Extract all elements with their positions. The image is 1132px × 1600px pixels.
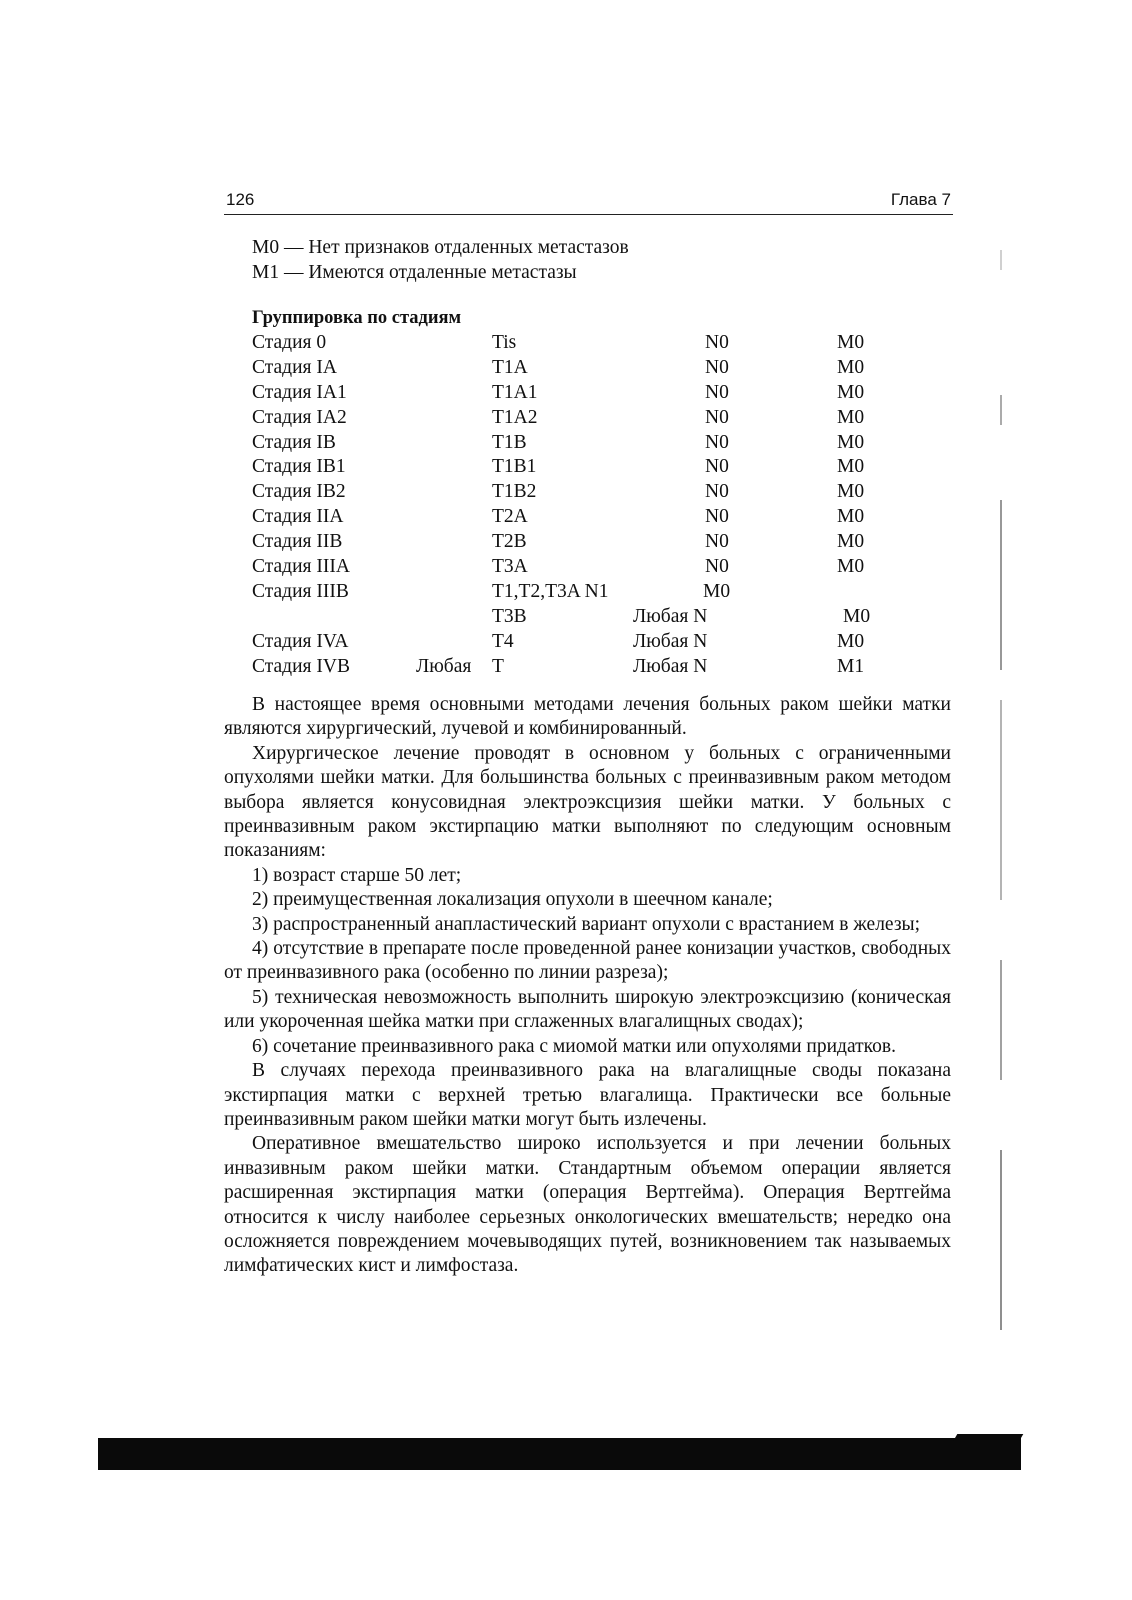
- stage-row: [0, 407, 1132, 432]
- stage-row: [0, 556, 1132, 581]
- t-category: T2B: [492, 531, 527, 553]
- scan-edge-mark: [1000, 700, 1002, 900]
- m-category: M0: [703, 580, 731, 602]
- running-header: [224, 188, 953, 215]
- stage-row: [0, 506, 1132, 531]
- t-category: T1B1: [492, 456, 537, 478]
- stage-row: [0, 432, 1132, 457]
- body-text: [224, 693, 951, 1279]
- scan-edge-mark: [1000, 250, 1002, 270]
- m-category: M0: [837, 332, 865, 353]
- stage-name: Стадия IB: [252, 431, 336, 453]
- scan-edge-mark: [1000, 500, 1002, 670]
- stage-name: Стадия IB2: [252, 481, 346, 503]
- chapter-title: Глава 7: [890, 190, 951, 209]
- stage-name: Стадия IB1: [252, 456, 346, 478]
- stage-name: Стадия 0: [252, 332, 327, 353]
- stage-name: Стадия IIA: [252, 506, 344, 528]
- m-category: M1: [837, 655, 865, 677]
- t-category: T4: [492, 630, 514, 652]
- stage-row: [0, 332, 1132, 357]
- scan-shadow-bar: [98, 1438, 1021, 1470]
- list-item: 2) преимущественная локализация опухоли в шеечном канале;: [252, 889, 773, 911]
- m-category: M0: [837, 531, 865, 553]
- stage-name: Стадия IIIB: [252, 580, 349, 602]
- stage-row: [0, 456, 1132, 481]
- scan-shadow-notch: [953, 1434, 1024, 1442]
- list-item: 6) сочетание преинвазивного рака с миомой матки или опухолями придатков.: [252, 1035, 896, 1057]
- stage-name: Стадия IIIA: [252, 556, 350, 578]
- list-item: 5) техническая невозможность выполнить широкую электроэксцизию (коническая или укороченная шейка матки при сглаженных влагалищных сводах);: [224, 986, 951, 1033]
- n-category: N0: [705, 381, 729, 403]
- n-category: N0: [705, 481, 729, 503]
- n-category: Любая N: [633, 630, 708, 652]
- stage-row: [0, 606, 1132, 631]
- t-category: T3B: [492, 605, 527, 627]
- t-prefix: Любая: [416, 655, 472, 677]
- stage-row: [0, 481, 1132, 506]
- n-category: N0: [705, 431, 729, 453]
- m-category: M0: [837, 381, 865, 403]
- n-category: N0: [705, 506, 729, 528]
- scan-edge-mark: [1000, 960, 1002, 1080]
- n-category: Любая N: [633, 655, 708, 677]
- t-category: T1A2: [492, 406, 538, 428]
- t-category: T2A: [492, 506, 528, 528]
- t-category: T1A: [492, 356, 528, 378]
- t-category: Tis: [492, 332, 517, 353]
- paragraph: Оперативное вмешательство широко используется и при лечении больных инвазивным раком шейки матки. Стандартным объемом операции является расширенная экстирпация матки (операция Вертгейма). Операция Вертгейма относится к числу наиболее серьезных онкологических вмешательств; нередко она осложняется повреждением мочевыводящих путей, возникновением так называемых лимфатических кист и лимфостаза.: [224, 1133, 951, 1277]
- n-category: Любая N: [633, 605, 708, 627]
- m-category: M0: [837, 406, 865, 428]
- paragraph: В настоящее время основными методами лечения больных раком шейки матки являются хирургический, лучевой и комбинированный.: [224, 694, 951, 740]
- stage-row: [0, 382, 1132, 407]
- m1-definition: M1 — Имеются отдаленные метастазы: [252, 262, 577, 283]
- stage-name: Стадия IA: [252, 356, 337, 378]
- stage-row: [0, 631, 1132, 656]
- t-category: T1A1: [492, 381, 538, 403]
- m-category: M0: [837, 506, 865, 528]
- paragraph: Хирургическое лечение проводят в основном у больных с ограниченными опухолями шейки матки. Для большинства больных с преинвазивным раком методом выбора является конусовидная электроэксцизия шейки матки. У больных с преинвазивным раком экстирпацию матки выполняют по следующим основным показаниям:: [224, 742, 951, 862]
- stage-name: Стадия IA2: [252, 406, 347, 428]
- n-category: N0: [705, 456, 729, 478]
- stage-name: Стадия IVB: [252, 655, 350, 677]
- n-category: N0: [705, 531, 729, 553]
- m-category: M0: [837, 356, 865, 378]
- n-category: N0: [705, 406, 729, 428]
- t-category: T3A: [492, 556, 528, 578]
- t-category: T1B: [492, 431, 527, 453]
- m-category: M0: [837, 556, 865, 578]
- stage-row: [0, 656, 1132, 681]
- n-category: N0: [705, 556, 729, 578]
- scan-edge-mark: [1000, 1150, 1002, 1330]
- m-category: M0: [837, 431, 865, 453]
- t-category: T: [492, 655, 504, 677]
- metastasis-definitions: [252, 235, 629, 285]
- m-category: M0: [837, 630, 865, 652]
- t-category: T1,T2,T3A N1: [492, 580, 609, 602]
- m0-definition: M0 — Нет признаков отдаленных метастазов: [252, 237, 629, 258]
- staging-title: Группировка по стадиям: [252, 308, 462, 328]
- paragraph: В случаях перехода преинвазивного рака на влагалищные своды показана экстирпация матки с верхней третью влагалища. Практически все больные преинвазивным раком шейки матки могут быть излечены.: [224, 1060, 951, 1130]
- stage-name: Стадия IVA: [252, 630, 349, 652]
- m-category: M0: [837, 481, 865, 503]
- stage-row: [0, 357, 1132, 382]
- t-category: T1B2: [492, 481, 537, 503]
- stage-name: Стадия IIB: [252, 531, 343, 553]
- list-item: 1) возраст старше 50 лет;: [252, 864, 462, 886]
- stage-row: [0, 531, 1132, 556]
- stage-name: Стадия IA1: [252, 381, 347, 403]
- staging-table: [0, 332, 1132, 680]
- m-category: M0: [837, 456, 865, 478]
- n-category: N0: [705, 332, 729, 353]
- stage-row: [0, 581, 1132, 606]
- list-item: 3) распространенный анапластический вариант опухоли с врастанием в железы;: [252, 913, 921, 935]
- m-category: M0: [843, 605, 871, 627]
- scan-edge-mark: [1000, 395, 1002, 425]
- list-item: 4) отсутствие в препарате после проведенной ранее конизации участков, свободных от преинвазивного рака (особенно по линии разреза);: [224, 938, 951, 984]
- page-number: 126: [226, 190, 255, 209]
- n-category: N0: [705, 356, 729, 378]
